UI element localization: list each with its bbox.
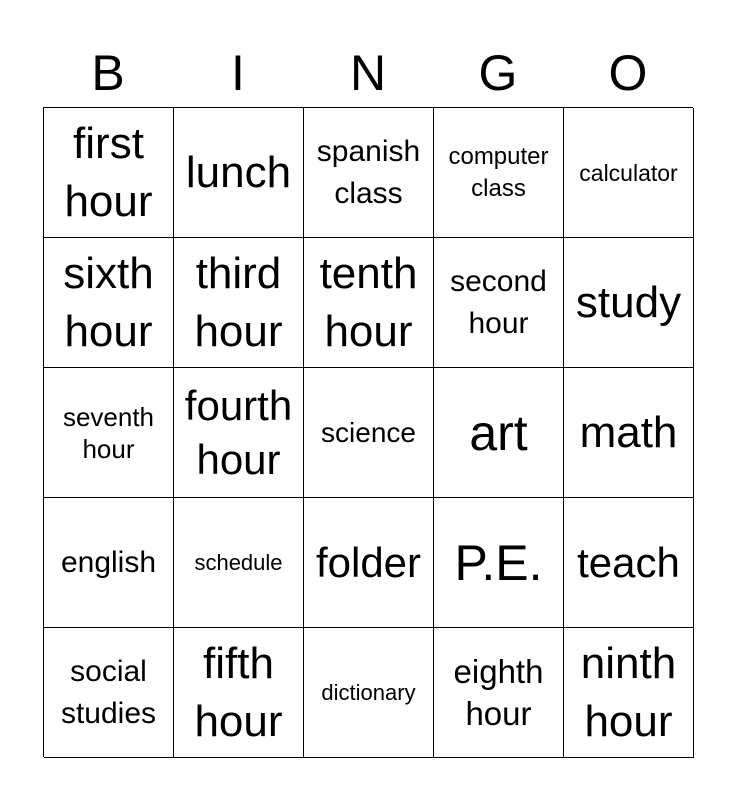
cell-label: spanish class: [316, 134, 421, 210]
cell-label: dictionary: [321, 679, 416, 705]
bingo-cell[interactable]: [304, 498, 434, 628]
bingo-cell[interactable]: [564, 498, 694, 628]
bingo-cell[interactable]: [304, 238, 434, 368]
cell-label: teach: [577, 538, 680, 586]
bingo-cell[interactable]: [304, 108, 434, 238]
cell-label: eighth hour: [453, 652, 544, 732]
bingo-cell[interactable]: [304, 368, 434, 498]
header-letter-g: G: [478, 45, 518, 101]
header-letter-o: O: [608, 45, 648, 101]
cell-label: study: [575, 277, 682, 327]
cell-label: social studies: [60, 654, 157, 730]
bingo-cell[interactable]: [434, 628, 564, 758]
cell-label: seventh hour: [62, 401, 155, 464]
header-letter-b: B: [91, 45, 125, 101]
bingo-cell[interactable]: [434, 368, 564, 498]
cell-label: fourth hour: [184, 381, 293, 483]
bingo-cell[interactable]: [304, 628, 434, 758]
bingo-cell[interactable]: [434, 238, 564, 368]
cell-label: lunch: [185, 147, 292, 197]
bingo-cell[interactable]: [174, 238, 304, 368]
bingo-cell[interactable]: [564, 368, 694, 498]
bingo-cell[interactable]: [434, 498, 564, 628]
bingo-cell[interactable]: [174, 498, 304, 628]
cell-label: math: [579, 407, 678, 457]
bingo-cell[interactable]: [44, 238, 174, 368]
cell-label: tenth hour: [319, 248, 418, 356]
cell-label: first hour: [64, 118, 153, 226]
cell-label: sixth hour: [63, 248, 154, 356]
bingo-cell[interactable]: [174, 368, 304, 498]
bingo-cell[interactable]: [44, 628, 174, 758]
cell-label: fifth hour: [194, 638, 283, 746]
header-letter-i: I: [231, 45, 245, 101]
cell-label: P.E.: [454, 534, 543, 591]
cell-label: second hour: [450, 264, 547, 340]
bingo-cell[interactable]: [174, 628, 304, 758]
cell-label: science: [321, 416, 416, 448]
cell-label: folder: [315, 538, 422, 586]
cell-label: schedule: [194, 549, 283, 575]
bingo-cell[interactable]: [434, 108, 564, 238]
cell-label: ninth hour: [580, 638, 677, 746]
bingo-cell[interactable]: [44, 108, 174, 238]
cell-label: computer class: [448, 142, 549, 202]
bingo-cell[interactable]: [44, 498, 174, 628]
bingo-cell[interactable]: [564, 628, 694, 758]
bingo-cell[interactable]: [564, 238, 694, 368]
bingo-header: [43, 40, 693, 106]
header-letter-n: N: [349, 45, 387, 101]
bingo-cell[interactable]: [174, 108, 304, 238]
bingo-cell[interactable]: [44, 368, 174, 498]
bingo-board: [43, 107, 693, 757]
cell-label: calculator: [579, 159, 678, 186]
cell-label: english: [60, 545, 157, 579]
cell-label: third hour: [194, 248, 283, 356]
bingo-cell[interactable]: [564, 108, 694, 238]
cell-label: art: [469, 404, 528, 461]
